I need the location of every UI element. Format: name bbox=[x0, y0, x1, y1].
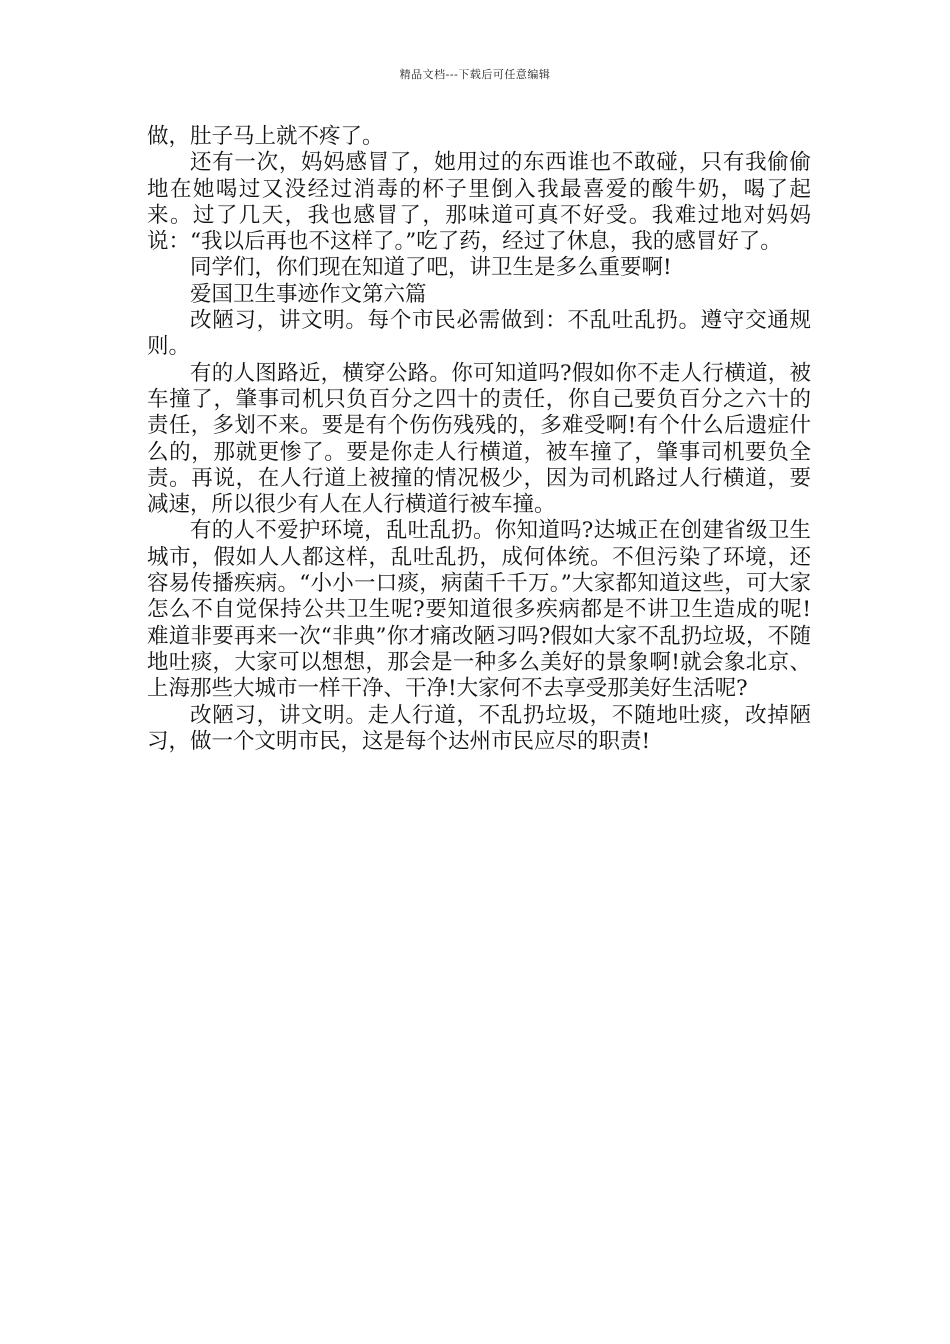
page-header: 精品文档---下载后可任意编辑 bbox=[399, 68, 551, 81]
paragraph: 改陋习，讲文明。走人行道，不乱扔垃圾，不随地吐痰，改掉陋习，做一个文明市民，这是每个达州市民应尽的职责! bbox=[147, 702, 811, 754]
document-body bbox=[147, 124, 811, 755]
paragraph: 有的人图路近，横穿公路。你可知道吗?假如你不走人行横道，被车撞了，肇事司机只负百分之四十的责任，你自己要负百分之六十的责任，多划不来。要是有个伤伤残残的，多难受啊!有个什么后遗症什么的，那就更惨了。要是你走人行横道，被车撞了，肇事司机要负全责。再说，在人行道上被撞的情况极少，因为司机路过人行横道，要减速，所以很少有人在人行横道行被车撞。 bbox=[147, 360, 811, 518]
paragraph: 做，肚子马上就不疼了。 bbox=[147, 124, 384, 149]
paragraph: 还有一次，妈妈感冒了，她用过的东西谁也不敢碰，只有我偷偷地在她喝过又没经过消毒的杯子里倒入我最喜爱的酸牛奶，喝了起来。过了几天，我也感冒了，那味道可真不好受。我难过地对妈妈说：“我以后再也不这样了。”吃了药，经过了休息，我的感冒好了。 bbox=[147, 150, 811, 255]
paragraph: 有的人不爱护环境，乱吐乱扔。你知道吗?达城正在创建省级卫生城市，假如人人都这样，乱吐乱扔，成何体统。不但污染了环境，还容易传播疾病。“小小一口痰，病菌千千万。”大家都知道这些，可大家怎么不自觉保持公共卫生呢?要知道很多疾病都是不讲卫生造成的呢!难道非要再来一次“非典”你才痛改陋习吗?假如大家不乱扔垃圾，不随地吐痰，大家可以想想，那会是一种多么美好的景象啊!就会象北京、上海那些大城市一样干净、干净!大家何不去享受那美好生活呢? bbox=[147, 518, 811, 702]
paragraph: 改陋习，讲文明。每个市民必需做到：不乱吐乱扔。遵守交通规则。 bbox=[147, 308, 811, 360]
paragraph: 同学们，你们现在知道了吧，讲卫生是多么重要啊! bbox=[190, 255, 672, 281]
section-title: 爱国卫生事迹作文第六篇 bbox=[190, 281, 427, 307]
